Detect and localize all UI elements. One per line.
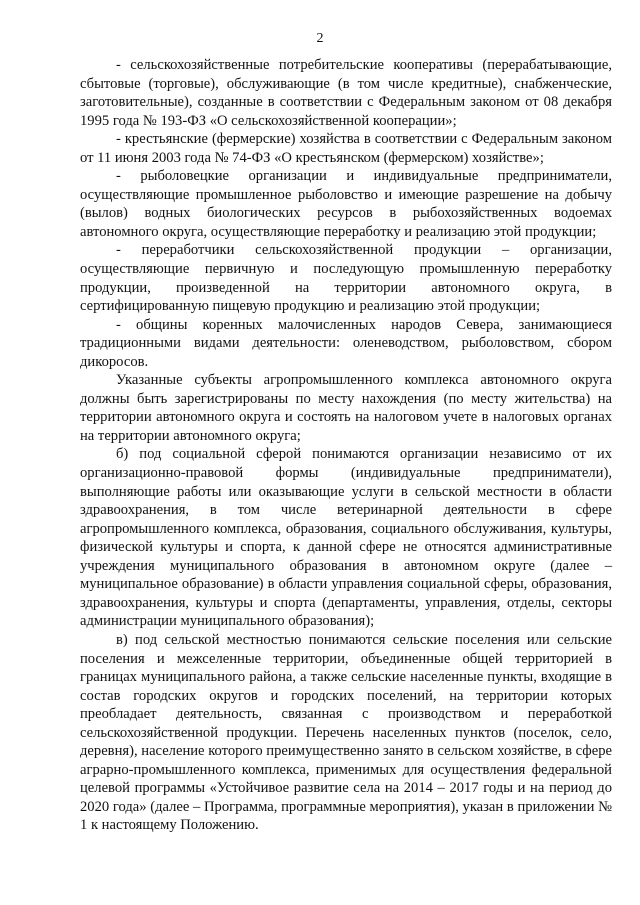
paragraph-indigenous-communities: - общины коренных малочисленных народов Севера, занимающиеся традиционными видами деятельности: оленеводством, рыболовством, сбором дикоросов. bbox=[80, 316, 612, 370]
paragraph-fishing-organizations: - рыболовецкие организации и индивидуальные предприниматели, осуществляющие промышленное рыболовство и имеющие разрешение на добычу (вылов) водных биологических ресурсов в рыбохозяйственных водоемах автономного округа, осуществляющие переработку и реализацию этой продукции; bbox=[80, 168, 612, 240]
paragraph-peasant-farms: - крестьянские (фермерские) хозяйства в соответствии с Федеральным законом от 11 июня 2003 года № 74-ФЗ «О крестьянском (фермерском) хозяйстве»; bbox=[80, 131, 612, 166]
paragraph-rural-area-definition: в) под сельской местностью понимаются сельские поселения или сельские поселения и межселенные территории, объединенные общей территорией в границах муниципального района, а также сельские населенные пункты, входящие в состав городских округов и городских поселений, на территории которых преобладает деятельность, связанная с производством и переработкой сельскохозяйственной продукции. Перечень населенных пунктов (поселок, село, деревня), население которого преимущественно занято в сельском хозяйстве, в сфере аграрно-промышленного комплекса, применимых для осуществления федеральной целевой программы «Устойчивое развитие села на 2014 – 2017 годы и на период до 2020 года» (далее – Программа, программные мероприятия), указан в приложении № 1 к настоящему Положению. bbox=[80, 631, 612, 834]
page-number: 2 bbox=[316, 31, 324, 46]
paragraph-agricultural-cooperatives: - сельскохозяйственные потребительские кооперативы (перерабатывающие, сбытовые (торговые), обслуживающие (в том числе кредитные), снабженческие, заготовительные), созданные в соответствии с Федеральным законом от 08 декабря 1995 года № 193-ФЗ «О сельскохозяйственной кооперации»; bbox=[80, 57, 612, 129]
paragraph-registration-requirement: Указанные субъекты агропромышленного комплекса автономного округа должны быть зарегистрированы по месту нахождения (по месту жительства) на территории автономного округа и состоять на налоговом учете в налоговых органах на территории автономного округа; bbox=[80, 372, 612, 444]
paragraph-social-sphere-definition: б) под социальной сферой понимаются организации независимо от их организационно-правовой формы (индивидуальные предприниматели), выполняющие работы или оказывающие услуги в сельской местности в области здравоохранения, в том числе ветеринарной деятельности в сфере агропромышленного комплекса, образования, социального обслуживания, культуры, физической культуры и спорта, к данной сфере не относятся административные учреждения муниципального образования в автономном округе (далее – муниципальное образование) в области управления социальной сферы, образования, здравоохранения, культуры и спорта (департаменты, управления, отделы, секторы администрации муниципального образования); bbox=[80, 446, 612, 630]
paragraph-agricultural-processors: - переработчики сельскохозяйственной продукции – организации, осуществляющие первичную и последующую промышленную переработку продукции, произведенной на территории автономного округа, в сертифицированную пищевую продукцию и реализацию этой продукции; bbox=[80, 242, 612, 315]
document-body bbox=[80, 56, 612, 835]
